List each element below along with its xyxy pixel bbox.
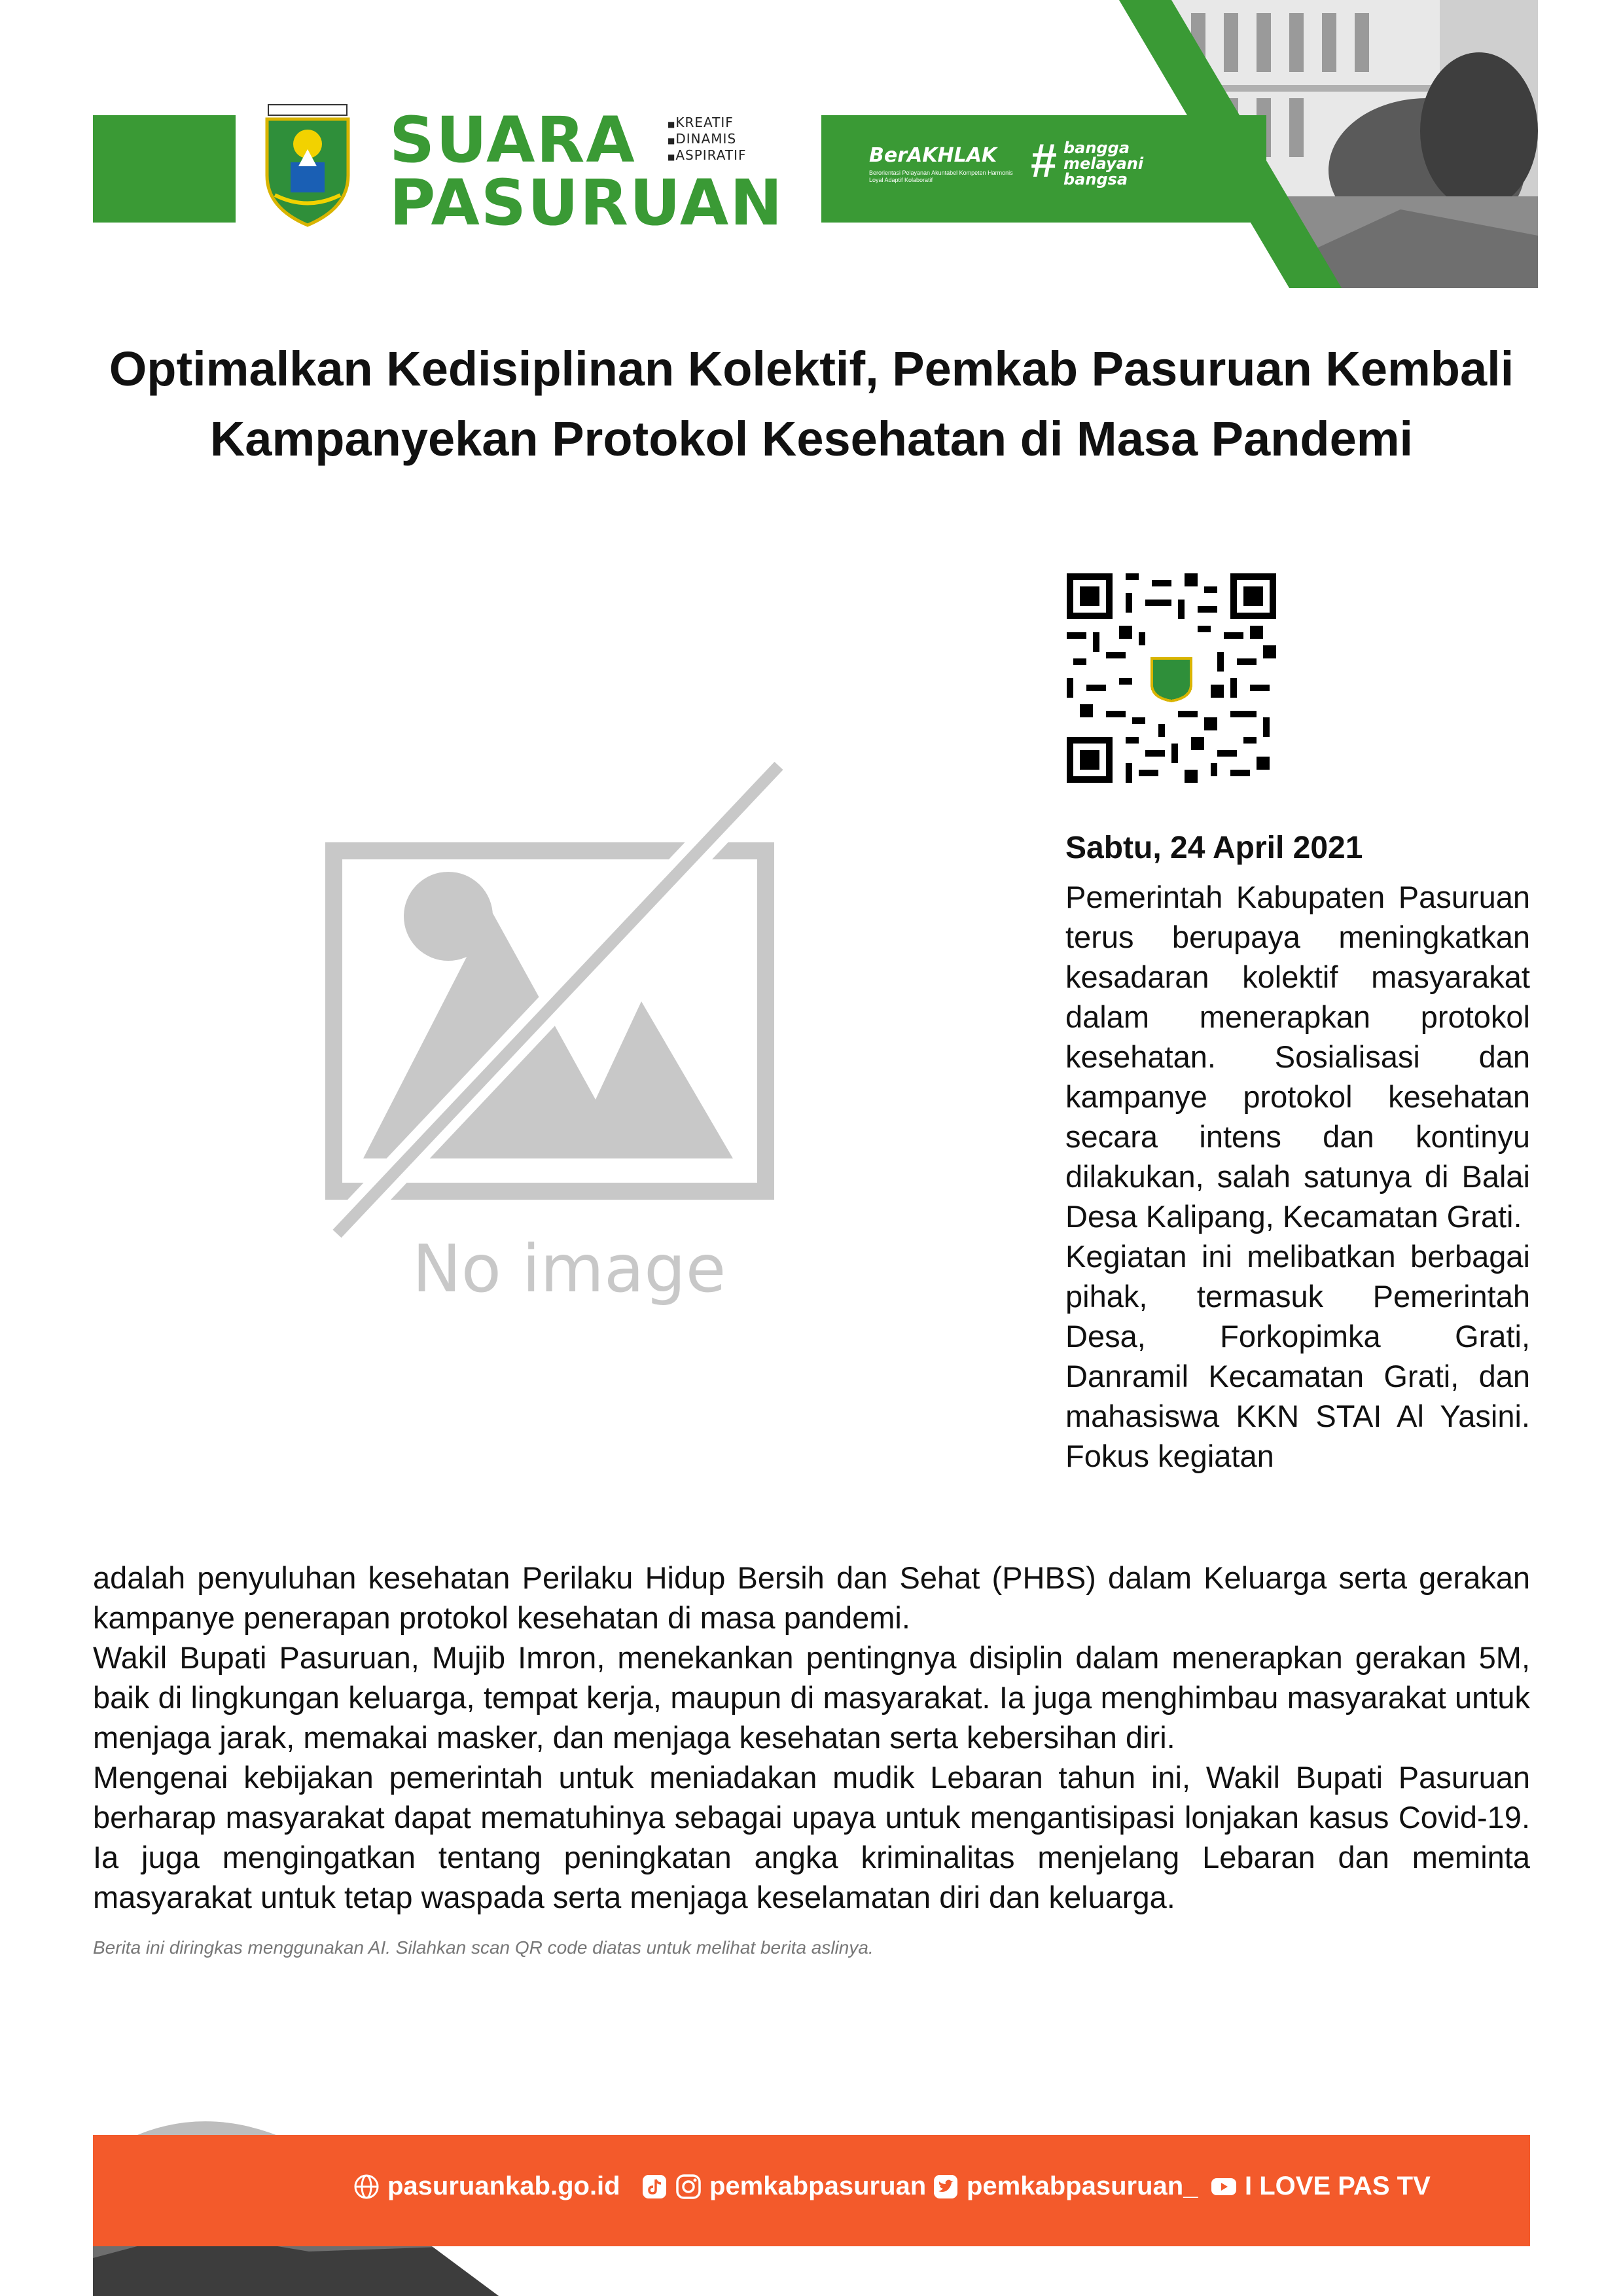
footer-social-twitter[interactable] bbox=[933, 2172, 1198, 2201]
no-image-label: No image bbox=[412, 1230, 726, 1307]
twitter-icon bbox=[933, 2174, 959, 2200]
article-paragraph-2-end: adalah penyuluhan kesehatan Perilaku Hidup Bersih dan Sehat (PHBS) dalam Keluarga serta gerakan kampanye penerapan protokol kesehatan di masa pandemi. bbox=[93, 1560, 1530, 1635]
brand-line-2: PASURUAN bbox=[389, 166, 784, 240]
tagline-1: ■ KREATIF bbox=[668, 115, 747, 132]
article-paragraph-1: Pemerintah Kabupaten Pasuruan terus berupaya meningkatkan kesadaran kolektif masyarakat dalam menerapkan protokol kesehatan. Sosialisasi dan kampanye protokol kesehatan secara intens dan kontinyu dilakukan, salah satunya di Balai Desa Kalipang, Kecamatan Grati. bbox=[1065, 880, 1530, 1234]
article-full-width-text bbox=[93, 1558, 1530, 1917]
article-title: Optimalkan Kedisiplinan Kolektif, Pemkab Pasuruan Kembali Kampanyekan Protokol Kesehatan di Masa Pandemi bbox=[109, 342, 1514, 466]
footer-social-pemkabpasuruan[interactable] bbox=[641, 2172, 926, 2201]
header-green-block-left bbox=[93, 115, 236, 223]
brand-taglines bbox=[668, 115, 747, 164]
footer-youtube-link[interactable] bbox=[1211, 2172, 1431, 2201]
footer-website-text: pasuruankab.go.id bbox=[387, 2172, 620, 2200]
berakhlak-title: BerAKHLAK bbox=[869, 144, 997, 167]
bangga-word-1: bangga bbox=[1063, 139, 1130, 157]
bangga-word-2: melayani bbox=[1063, 154, 1144, 173]
instagram-icon bbox=[675, 2174, 702, 2200]
tagline-2: ■ DINAMIS bbox=[668, 132, 747, 148]
article-paragraph-3: Wakil Bupati Pasuruan, Mujib Imron, menekankan pentingnya disiplin dalam menerapkan gerakan 5M, baik di lingkungan keluarga, tempat kerja, maupun di masyarakat. Ia juga menghimbau masyarakat untuk menjaga jarak, memakai masker, dan menjaga kesehatan serta kebersihan diri. bbox=[93, 1640, 1530, 1755]
footer-social1-text: pemkabpasuruan bbox=[709, 2172, 927, 2200]
kabupaten-pasuruan-crest-logo bbox=[262, 103, 353, 228]
hashtag-mark: # bbox=[1031, 135, 1058, 187]
footer-social2-text: pemkabpasuruan_ bbox=[967, 2172, 1198, 2200]
globe-icon bbox=[353, 2174, 380, 2200]
article-column-text bbox=[1065, 877, 1530, 1476]
article-paragraph-4: Mengenai kebijakan pemerintah untuk meniadakan mudik Lebaran tahun ini, Wakil Bupati Pasuruan berharap masyarakat dapat mematuhinya sebagai upaya untuk mengantisipasi lonjakan kasus Covid-19. Ia juga mengingatkan tentang peningkatan angka kriminalitas menjelang Lebaran dan meminta masyarakat untuk tetap waspada serta menjaga keselamatan diri dan keluarga. bbox=[93, 1760, 1530, 1914]
bangga-melayani-bangsa-logo bbox=[1063, 140, 1143, 187]
youtube-icon bbox=[1211, 2174, 1237, 2200]
qr-code[interactable] bbox=[1067, 573, 1276, 783]
ai-summary-note: Berita ini diringkas menggunakan AI. Silahkan scan QR code diatas untuk melihat berita aslinya. bbox=[93, 1937, 874, 1958]
tiktok-icon bbox=[641, 2174, 668, 2200]
footer-website-link[interactable] bbox=[353, 2172, 620, 2201]
berakhlak-subtitle: Berorientasi Pelayanan Akuntabel Kompeten Harmonis Loyal Adaptif Kolaboratif bbox=[869, 170, 1013, 183]
berakhlak-logo bbox=[869, 144, 1013, 184]
tagline-3: ■ ASPIRATIF bbox=[668, 148, 747, 164]
bangga-word-3: bangsa bbox=[1063, 170, 1128, 188]
brand-line-1: SUARA bbox=[389, 103, 636, 177]
article-date: Sabtu, 24 April 2021 bbox=[1065, 831, 1363, 865]
footer-tv-text: I LOVE PAS TV bbox=[1245, 2172, 1431, 2200]
article-paragraph-2-start: Kegiatan ini melibatkan berbagai pihak, termasuk Pemerintah Desa, Forkopimka Grati, Danramil Kecamatan Grati, dan mahasiswa KKN STAI Al Yasini. Fokus kegiatan bbox=[1065, 1239, 1530, 1473]
